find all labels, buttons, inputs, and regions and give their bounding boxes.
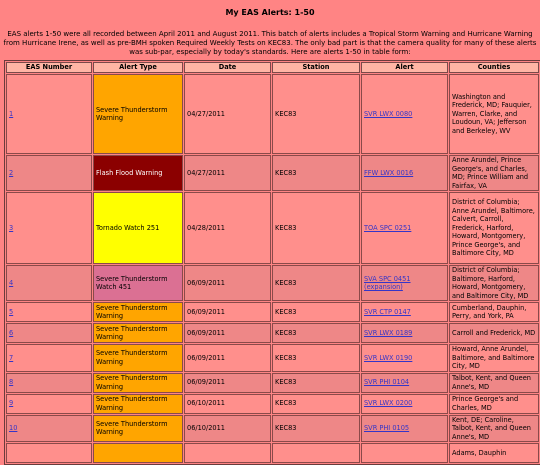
counties-cell-text: Carroll and Frederick, MD: [452, 328, 536, 337]
counties-cell-text: District of Columbia; Anne Arundel, Baltimore, Calvert, Carroll, Frederick, Harford, Howard, Montgomery, Prince George's, and Baltimore City, MD: [452, 198, 535, 258]
date-cell-text: 06/09/2011: [187, 328, 226, 337]
counties-cell: [449, 415, 539, 443]
table-row: [6, 192, 539, 264]
eas-number-cell: [6, 415, 92, 443]
date-cell-text: 06/09/2011: [187, 278, 226, 287]
eas-number-cell: [6, 323, 92, 343]
station-cell: [272, 415, 360, 443]
counties-cell-text: Kent, DE; Caroline, Talbot, Kent, and Queen Anne's, MD: [452, 415, 531, 441]
alert-type-cell-text: Severe Thunderstorm Warning: [96, 374, 168, 391]
date-cell: [184, 302, 271, 322]
station-cell: [272, 302, 360, 322]
station-cell: [272, 323, 360, 343]
date-cell-text: 04/27/2011: [187, 109, 226, 118]
table-row: [6, 373, 539, 393]
alert-extra-link[interactable]: (expansion): [364, 283, 403, 291]
table-row: [6, 302, 539, 322]
eas-number-cell: [6, 344, 92, 372]
header-eas-number: EAS Number: [6, 62, 92, 73]
eas-number-link[interactable]: 1: [9, 109, 14, 118]
counties-cell-text: Anne Arundel, Prince George's, and Charles, MD; Prince William and Fairfax, VA: [452, 156, 529, 190]
alert-cell: [361, 394, 448, 414]
counties-cell: [449, 323, 539, 343]
eas-number-cell: [6, 373, 92, 393]
table-row: [6, 155, 539, 191]
page-title: My EAS Alerts: 1-50: [225, 8, 315, 17]
date-cell: [184, 344, 271, 372]
alert-type-cell-text: Severe Thunderstorm Warning: [96, 349, 168, 366]
table-row: [6, 265, 539, 301]
alert-cell: [361, 74, 448, 154]
alert-type-cell: [93, 415, 183, 443]
date-cell-text: 06/10/2011: [187, 424, 226, 432]
table-row: [6, 323, 539, 343]
counties-cell: [449, 74, 539, 154]
alert-type-cell-text: Severe Thunderstorm Warning: [96, 395, 168, 412]
table-row: [6, 74, 539, 154]
eas-number-link[interactable]: 4: [9, 278, 14, 287]
station-cell: [272, 443, 360, 463]
alert-cell: [361, 344, 448, 372]
header-alert: Alert: [361, 62, 448, 73]
counties-cell: [449, 265, 539, 301]
alert-type-cell: [93, 373, 183, 393]
alert-type-cell: [93, 394, 183, 414]
alert-link[interactable]: SVA SPC 0451: [364, 274, 411, 283]
date-cell: [184, 155, 271, 191]
eas-number-link[interactable]: 10: [9, 424, 18, 432]
alert-type-cell: [93, 155, 183, 191]
station-cell-text: KEC83: [275, 378, 297, 387]
counties-cell-text: Talbot, Kent, and Queen Anne's, MD: [452, 374, 531, 391]
alert-link[interactable]: FFW LWX 0016: [364, 168, 414, 177]
alert-cell: [361, 192, 448, 264]
station-cell-text: KEC83: [275, 168, 297, 177]
date-cell-text: 06/10/2011: [187, 399, 226, 408]
station-cell-text: KEC83: [275, 353, 297, 362]
table-row: [6, 443, 539, 463]
alert-type-cell-text: Flash Flood Warning: [96, 168, 163, 177]
alert-type-cell-text: Tornado Watch 251: [96, 223, 160, 232]
eas-number-link[interactable]: 8: [9, 378, 14, 387]
station-cell: [272, 265, 360, 301]
header-alert-type: Alert Type: [93, 62, 183, 73]
station-cell: [272, 74, 360, 154]
alert-link[interactable]: SVR LWX 0189: [364, 328, 413, 337]
alert-link[interactable]: TOA SPC 0251: [364, 223, 412, 232]
station-cell: [272, 394, 360, 414]
eas-number-link[interactable]: 6: [9, 328, 14, 337]
header-counties: Counties: [449, 62, 539, 73]
counties-cell: [449, 155, 539, 191]
intro-paragraph: EAS alerts 1-50 were all recorded between April 2011 and August 2011. This batch of alerts includes a Tropical Storm Warning and Hurricane Warning from Hurricane Irene, as well as pre-BMH spoken Required Weekly Tests on KEC83. The only bad part is that the camera quality for many of these alerts was sub-par, especially by today's standards. Here are alerts 1-50 in table form:: [3, 30, 537, 56]
station-cell: [272, 192, 360, 264]
date-cell: [184, 443, 271, 463]
alert-type-cell-text: Severe Thunderstorm Warning: [96, 419, 168, 437]
eas-number-cell: [6, 265, 92, 301]
alert-type-cell: [93, 74, 183, 154]
counties-cell: [449, 394, 539, 414]
eas-number-cell: [6, 443, 92, 463]
alert-type-cell: [93, 302, 183, 322]
date-cell-text: 06/09/2011: [187, 353, 226, 362]
table-header-row: [6, 62, 539, 73]
counties-cell: [449, 302, 539, 322]
alert-type-cell: [93, 443, 183, 463]
date-cell-text: 04/27/2011: [187, 168, 226, 177]
counties-cell-text: District of Columbia; Baltimore, Harford, Howard, Montgomery, and Baltimore City, MD: [452, 266, 529, 300]
alert-type-cell: [93, 265, 183, 301]
station-cell-text: KEC83: [275, 328, 297, 337]
alert-link[interactable]: SVR LWX 0200: [364, 399, 413, 408]
date-cell: [184, 265, 271, 301]
eas-number-cell: [6, 74, 92, 154]
eas-number-cell: [6, 302, 92, 322]
header-date: Date: [184, 62, 271, 73]
station-cell-text: KEC83: [275, 278, 297, 287]
alert-link[interactable]: SVR LWX 0190: [364, 353, 413, 362]
date-cell: [184, 373, 271, 393]
eas-number-link[interactable]: 2: [9, 168, 14, 177]
eas-number-cell: [6, 192, 92, 264]
date-cell: [184, 74, 271, 154]
table-row: [6, 415, 539, 443]
station-cell: [272, 155, 360, 191]
counties-cell: [449, 443, 539, 463]
alert-link[interactable]: SVR CTP 0147: [364, 307, 411, 316]
counties-cell-text: Cumberland, Dauphin, Perry, and York, PA: [452, 303, 527, 320]
eas-number-link[interactable]: 7: [9, 353, 14, 362]
header-station: Station: [272, 62, 360, 73]
table-row: [6, 394, 539, 414]
alert-type-cell-text: Severe Thunderstorm Warning: [96, 105, 168, 122]
eas-number-link[interactable]: 9: [9, 399, 14, 408]
alert-cell: [361, 155, 448, 191]
alert-cell: [361, 415, 448, 443]
counties-cell-text: Prince George's and Charles, MD: [452, 395, 519, 412]
alert-type-cell-text: Severe Thunderstorm Warning: [96, 324, 168, 341]
alert-type-cell: [93, 323, 183, 343]
station-cell: [272, 344, 360, 372]
alert-type-cell: [93, 192, 183, 264]
date-cell: [184, 415, 271, 443]
date-cell: [184, 323, 271, 343]
table-row: [6, 344, 539, 372]
counties-cell: [449, 344, 539, 372]
alert-link[interactable]: SVR PHI 0104: [364, 378, 410, 387]
alert-type-cell-text: Severe Thunderstorm Warning: [96, 303, 168, 320]
alert-cell: [361, 265, 448, 301]
eas-number-link[interactable]: 3: [9, 223, 14, 232]
alert-cell: [361, 443, 448, 463]
date-cell-text: 06/09/2011: [187, 378, 226, 387]
alert-cell: [361, 323, 448, 343]
alert-link[interactable]: SVR LWX 0080: [364, 109, 413, 118]
station-cell-text: KEC83: [275, 307, 297, 316]
date-cell: [184, 394, 271, 414]
eas-number-cell: [6, 394, 92, 414]
date-cell: [184, 192, 271, 264]
alert-cell: [361, 373, 448, 393]
alerts-table: [4, 60, 540, 465]
counties-cell: [449, 373, 539, 393]
alert-cell: [361, 302, 448, 322]
alert-type-cell: [93, 344, 183, 372]
station-cell-text: KEC83: [275, 223, 297, 232]
alert-link[interactable]: SVR PHI 0105: [364, 424, 410, 432]
counties-cell-text: Adams, Dauphin: [452, 448, 507, 457]
alert-type-cell-text: Severe Thunderstorm Watch 451: [96, 274, 168, 291]
date-cell-text: 06/09/2011: [187, 307, 226, 316]
counties-cell: [449, 192, 539, 264]
date-cell-text: 04/28/2011: [187, 223, 226, 232]
station-cell-text: KEC83: [275, 399, 297, 408]
station-cell-text: KEC83: [275, 109, 297, 118]
eas-number-link[interactable]: 5: [9, 307, 14, 316]
counties-cell-text: Howard, Anne Arundel, Baltimore, and Baltimore City, MD: [452, 345, 535, 370]
counties-cell-text: Washington and Frederick, MD; Fauquier, Warren, Clarke, and Loudoun, VA; Jefferson and Berkeley, WV: [452, 92, 532, 135]
eas-number-cell: [6, 155, 92, 191]
station-cell-text: KEC83: [275, 424, 297, 432]
station-cell: [272, 373, 360, 393]
